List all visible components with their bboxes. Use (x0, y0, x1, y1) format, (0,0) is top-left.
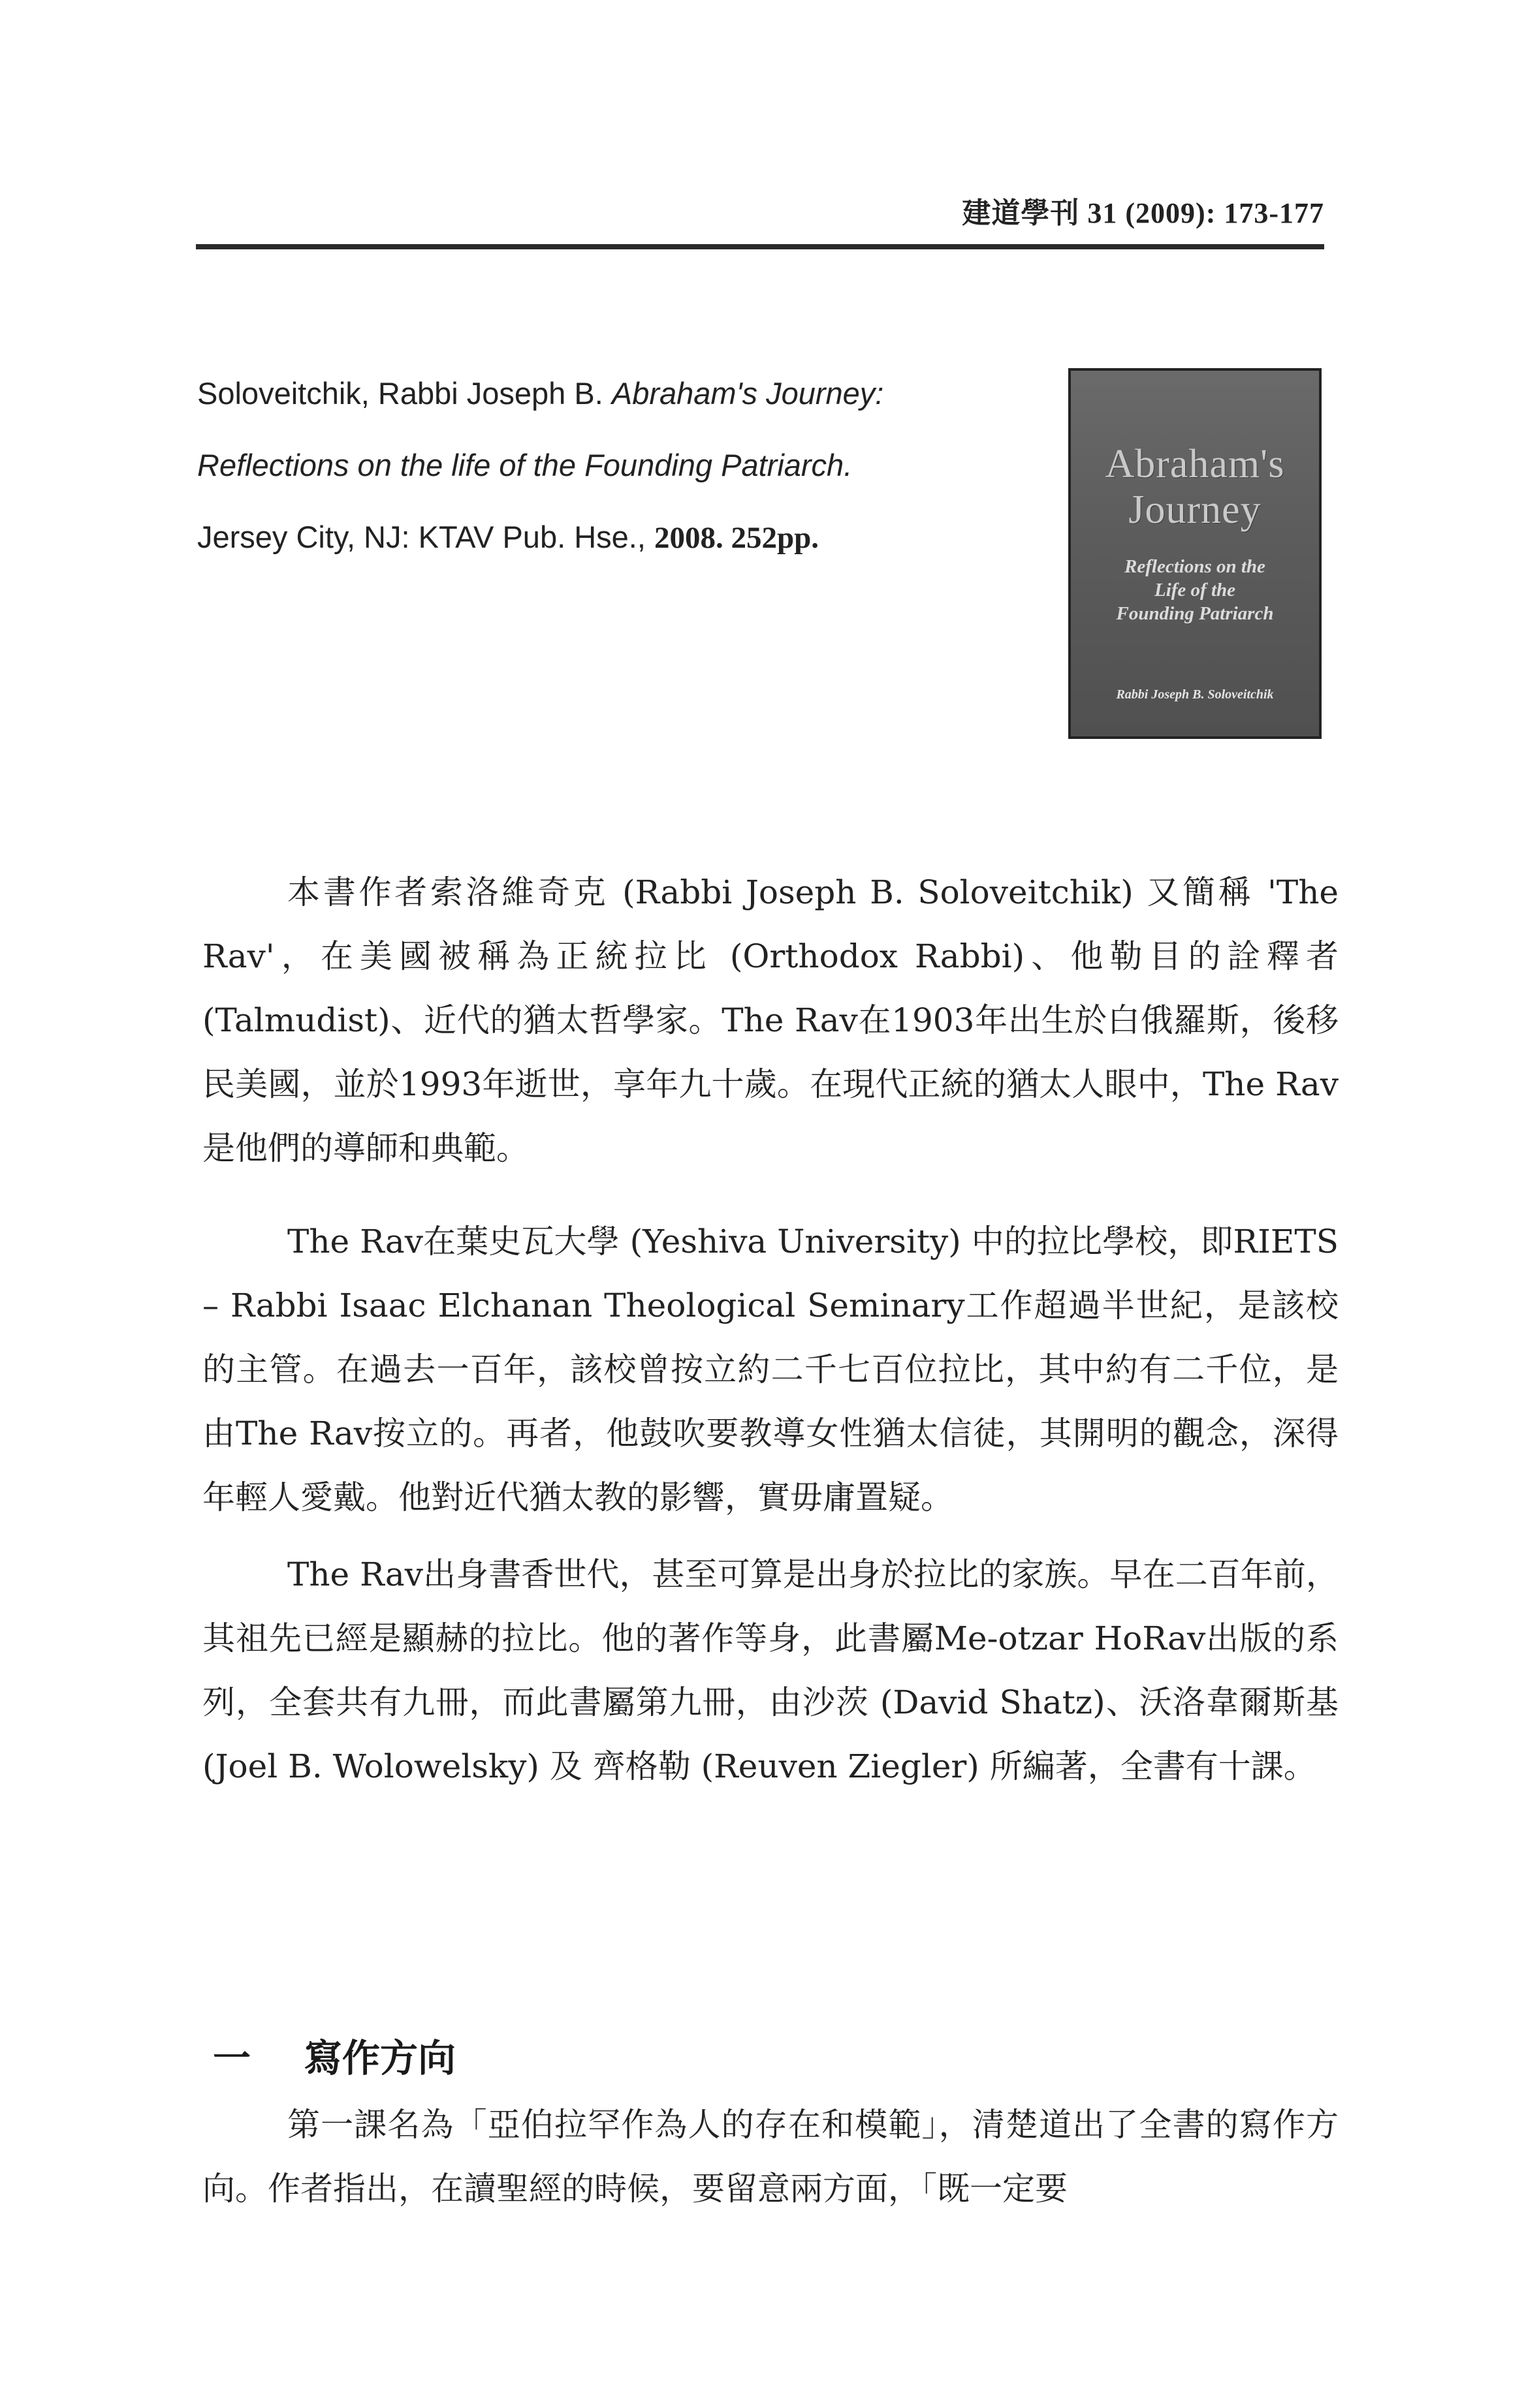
book-cover-image (1068, 368, 1322, 739)
paragraph-2 (202, 1210, 1339, 1529)
cover-author: Rabbi Joseph B. Soloveitchik (1116, 687, 1274, 702)
citation-line-1 (197, 358, 1007, 430)
citation-publisher: Jersey City, NJ: KTAV Pub. Hse., (197, 520, 654, 554)
cover-title-line2: Journey (1128, 488, 1262, 532)
paragraph-text: 第一課名為「亞伯拉罕作為人的存在和模範」，清楚道出了全書的寫作方向。作者指出，在讀聖經的時候，要留意兩方面，「既一定要 (202, 2106, 1339, 2208)
citation-author: Soloveitchik, Rabbi Joseph B. (197, 376, 612, 411)
paragraph-3 (202, 1542, 1339, 1798)
section-title: 寫作方向 (304, 2036, 456, 2080)
section-number: 一 (213, 2036, 251, 2080)
paragraph-1 (202, 860, 1339, 1180)
citation-line-2 (197, 430, 1007, 501)
journal-reference: 建道學刊 31 (2009): 173-177 (962, 197, 1324, 229)
paragraph-text: The Rav出身書香世代，甚至可算是出身於拉比的家族。早在二百年前，其祖先已經是顯赫的拉比。他的著作等身，此書屬Me-otzar HoRav出版的系列，全套共有九冊，而此書屬第九冊，由沙茨 (David Shatz)、沃洛韋爾斯基 (Joel B. Wolowelsky) 及 齊格勒 (Reuven Ziegler) 所編著，全書有十課。 (202, 1556, 1339, 1785)
cover-subtitle (1071, 555, 1319, 625)
citation-title-part1: Abraham's Journey: (611, 376, 884, 411)
paragraph-text: The Rav在葉史瓦大學 (Yeshiva University) 中的拉比學校，即RIETS – Rabbi Isaac Elchanan Theological Seminary工作超過半世紀，是該校的主管。在過去一百年，該校曾按立約二千七百位拉比，其中約有二千位，是由The Rav按立的。再者，他鼓吹要教導女性猶太信徒，其開明的觀念，深得年輕人愛戴。他對近代猶太教的影響，實毋庸置疑。 (202, 1223, 1339, 1516)
citation-line-3 (197, 501, 1007, 574)
cover-subtitle-line1: Reflections on the (1124, 556, 1265, 577)
citation-title-part2: Reflections on the life of the Founding Patriarch. (197, 448, 853, 482)
section-heading (213, 2035, 456, 2081)
citation-year-pages: 2008. 252pp. (654, 521, 819, 555)
cover-subtitle-line2: Life of the (1154, 580, 1235, 601)
cover-subtitle-line3: Founding Patriarch (1116, 603, 1274, 624)
book-citation (197, 358, 1007, 574)
cover-title-line1: Abraham's (1105, 442, 1285, 486)
paragraph-4 (202, 2093, 1339, 2221)
paragraph-text: 本書作者索洛維奇克 (Rabbi Joseph B. Soloveitchik) 又簡稱 'The Rav'，在美國被稱為正統拉比 (Orthodox Rabbi)、他勒目的詮釋者 (Talmudist)、近代的猶太哲學家。The Rav在1903年出生於白俄羅斯，後移民美國，並於1993年逝世，享年九十歲。在現代正統的猶太人眼中，The Rav是他們的導師和典範。 (202, 873, 1339, 1167)
cover-title (1071, 441, 1319, 533)
page-header (196, 189, 1324, 249)
